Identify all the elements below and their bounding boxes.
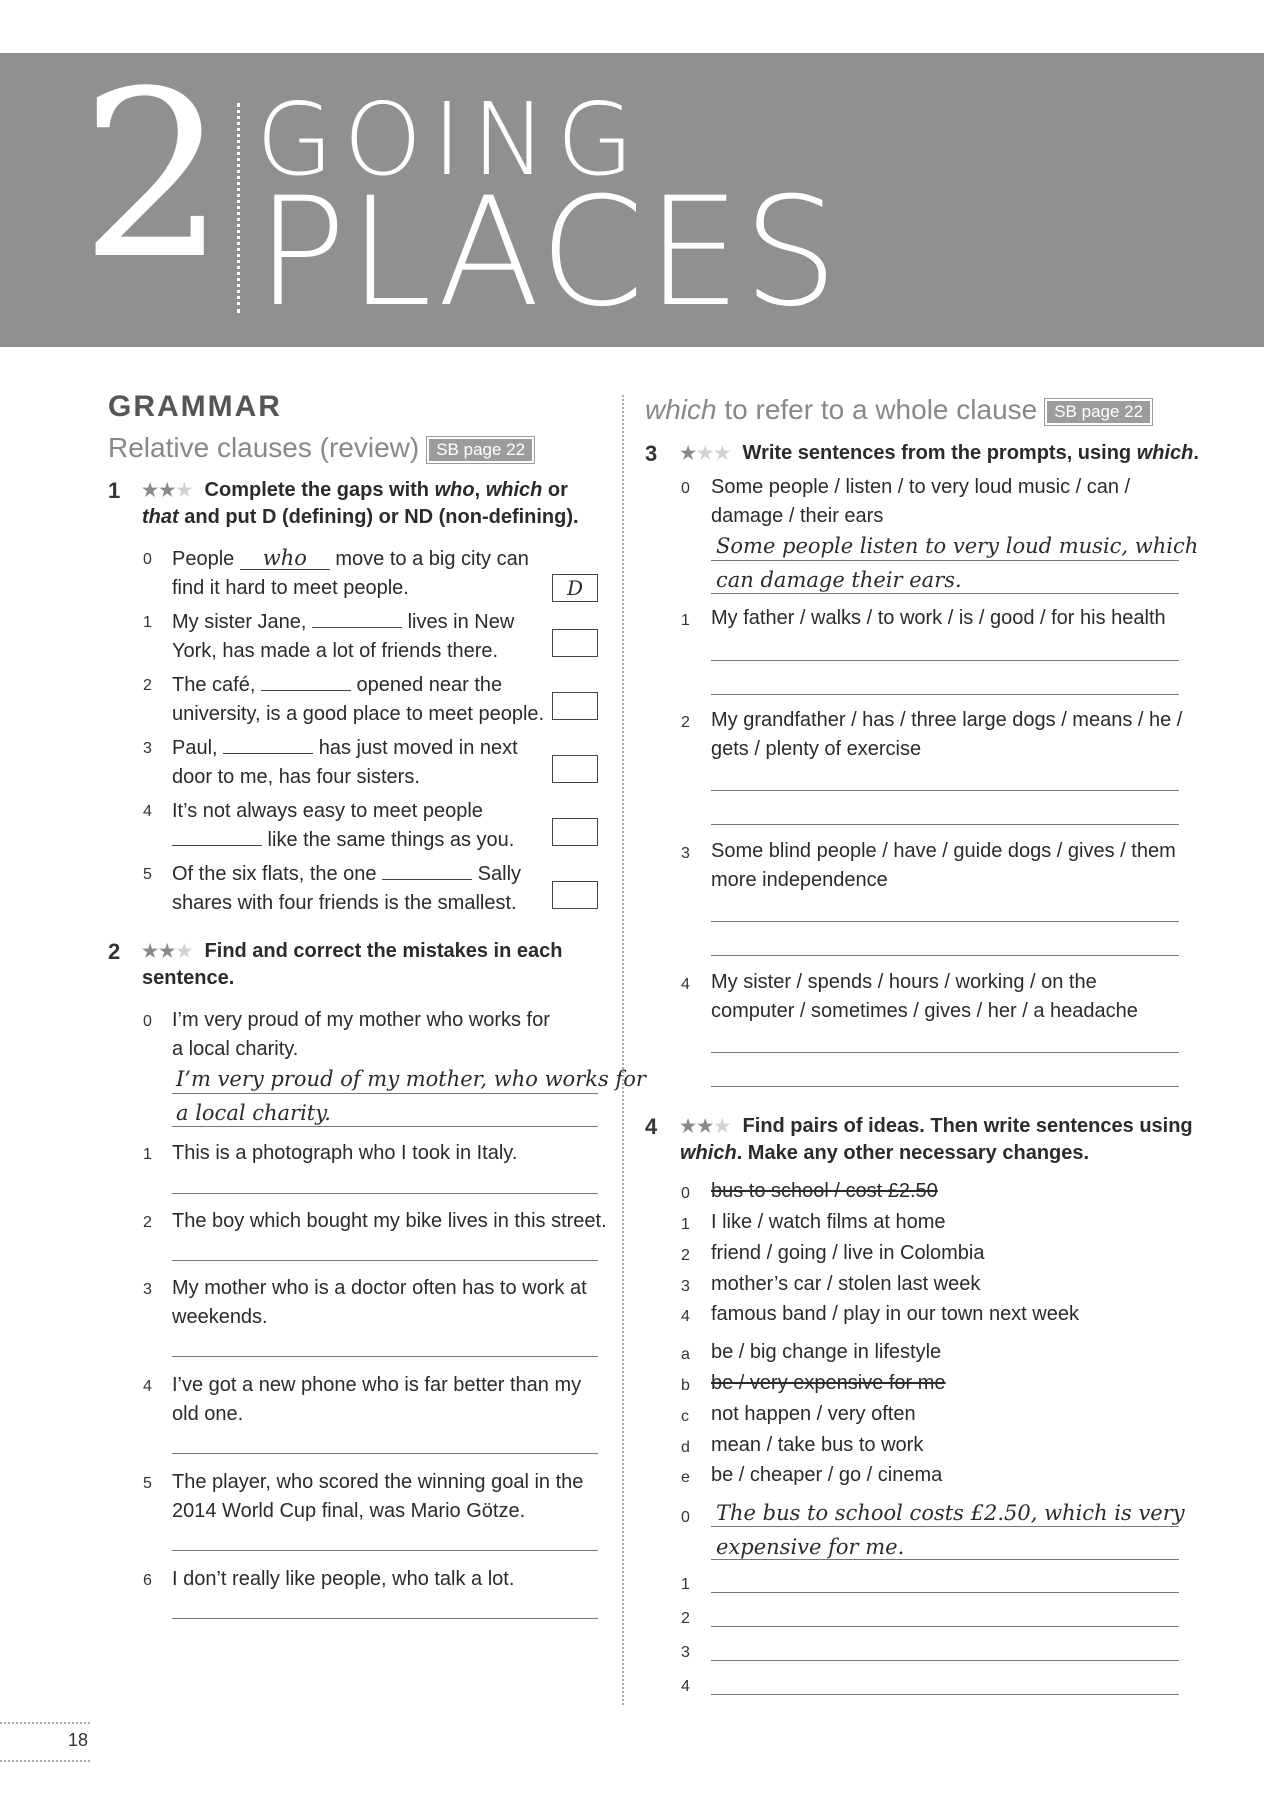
answer-line[interactable] <box>711 1626 1179 1627</box>
difficulty-stars: ★★★ <box>680 443 732 463</box>
item-text: old one. <box>172 1403 244 1425</box>
gap-answer[interactable]: who <box>240 547 330 570</box>
item-text: Sally <box>472 863 522 885</box>
item-number: 5 <box>143 1475 152 1492</box>
item-text: lives in New <box>402 611 515 633</box>
page-number-rule-top <box>0 1722 90 1724</box>
instruction-text: Find and correct the mistakes in each <box>204 940 563 962</box>
answer-line-text: I’m very proud of my mother, who works for <box>176 1067 646 1091</box>
instruction-or: or <box>542 479 568 501</box>
instruction-which: which <box>1136 442 1194 464</box>
sb-page-badge: SB page 22 <box>427 437 534 463</box>
answer-line[interactable] <box>711 1660 1179 1661</box>
item-text: It’s not always easy to meet people <box>172 800 483 822</box>
page-number-rule-bottom <box>0 1760 90 1762</box>
list-item <box>711 473 1201 531</box>
list-item: The boy which bought my bike lives in this street. <box>172 1210 607 1232</box>
item-number: 0 <box>681 480 690 497</box>
item-text: Paul, <box>172 737 224 759</box>
page-number: 18 <box>68 1730 89 1750</box>
instruction-text: Find pairs of ideas. Then write sentences using <box>742 1115 1193 1137</box>
item-text: find it hard to meet people. <box>172 577 409 599</box>
exercise-number: 1 <box>108 478 121 503</box>
subsection-title <box>108 432 534 464</box>
answer-line[interactable] <box>711 1526 1179 1527</box>
answer-line[interactable] <box>172 1260 598 1261</box>
list-item <box>172 797 552 855</box>
answer-line[interactable] <box>711 921 1179 922</box>
item-text: more independence <box>711 869 888 891</box>
gap-field[interactable] <box>223 737 313 754</box>
subsection-which: which <box>645 394 717 425</box>
item-text: university, is a good place to meet people. <box>172 703 545 725</box>
answer-line[interactable] <box>711 1086 1179 1087</box>
item-text: a local charity. <box>172 1038 299 1060</box>
answer-line[interactable] <box>172 1193 598 1194</box>
item-text: 2014 World Cup final, was Mario Götze. <box>172 1500 526 1522</box>
item-text: Some people / listen / to very loud music / can / <box>711 476 1131 498</box>
list-item: My father / walks / to work / is / good / for his health <box>711 607 1166 629</box>
instruction-text-2: . <box>1193 442 1199 464</box>
item-number: 4 <box>681 1308 690 1325</box>
answer-line[interactable] <box>172 1550 598 1551</box>
item-text: The café, <box>172 674 261 696</box>
item-number: 1 <box>143 614 152 631</box>
answer-line[interactable] <box>711 790 1179 791</box>
item-number: 3 <box>143 1281 152 1298</box>
answer-line[interactable] <box>172 1126 598 1127</box>
instruction-text: Write sentences from the prompts, using <box>742 442 1137 464</box>
gap-field[interactable] <box>261 674 351 691</box>
answer-line-text: Some people listen to very loud music, which <box>716 534 1199 558</box>
answer-box[interactable] <box>552 818 598 846</box>
answer-box[interactable] <box>552 692 598 720</box>
prompt-item: be / very expensive for me <box>711 1372 946 1394</box>
list-item <box>711 968 1201 1026</box>
subsection-text: to refer to a whole clause <box>716 394 1038 425</box>
item-text: My sister Jane, <box>172 611 313 633</box>
exercise-number: 2 <box>108 939 121 964</box>
item-letter: a <box>681 1346 690 1363</box>
item-text: Some blind people / have / guide dogs / gives / them <box>711 840 1176 862</box>
prompt-item: I like / watch films at home <box>711 1211 946 1233</box>
list-item <box>172 1274 602 1332</box>
item-number: 6 <box>143 1572 152 1589</box>
answer-line[interactable] <box>172 1356 598 1357</box>
instruction-which: which <box>485 479 543 501</box>
instruction-text-2: . Make any other necessary changes. <box>736 1142 1090 1164</box>
unit-title-line2: PLACES <box>256 166 841 340</box>
answer-box[interactable]: D <box>552 574 598 602</box>
answer-line[interactable] <box>711 824 1179 825</box>
item-letter: b <box>681 1377 690 1394</box>
answer-line[interactable] <box>711 1592 1179 1593</box>
gap-field[interactable] <box>172 829 262 846</box>
unit-title-line1: GOING <box>256 81 644 198</box>
prompt-item: friend / going / live in Colombia <box>711 1242 985 1264</box>
section-title: GRAMMAR <box>108 390 282 423</box>
item-number: 2 <box>681 1610 690 1627</box>
list-item <box>172 608 552 666</box>
list-item <box>172 671 562 729</box>
exercise-instruction <box>680 1113 1220 1167</box>
item-text: gets / plenty of exercise <box>711 738 922 760</box>
item-number: 1 <box>681 1216 690 1233</box>
instruction-that: that <box>142 506 179 528</box>
item-text: shares with four friends is the smallest. <box>172 892 517 914</box>
item-text: damage / their ears <box>711 505 884 527</box>
item-number: 0 <box>143 1013 152 1030</box>
list-item <box>172 860 552 918</box>
answer-line[interactable] <box>711 660 1179 661</box>
item-text: opened near the <box>350 674 503 696</box>
prompt-item: famous band / play in our town next week <box>711 1303 1079 1325</box>
item-number: 4 <box>143 1378 152 1395</box>
item-text: computer / sometimes / gives / her / a headache <box>711 1000 1138 1022</box>
answer-line[interactable] <box>711 560 1179 561</box>
difficulty-stars: ★★★ <box>142 941 194 961</box>
item-number: 4 <box>143 803 152 820</box>
instruction-text-2: and put D (defining) or ND (non-defining). <box>178 506 579 528</box>
difficulty-stars: ★★★ <box>142 480 194 500</box>
column-divider <box>622 395 624 1705</box>
instruction-which: which <box>680 1142 737 1164</box>
prompt-item: not happen / very often <box>711 1403 916 1425</box>
sb-page-badge: SB page 22 <box>1045 399 1152 425</box>
list-item: I don’t really like people, who talk a lot. <box>172 1568 515 1590</box>
list-item <box>711 837 1201 895</box>
instruction-comma: , <box>474 479 486 501</box>
prompt-item: bus to school / cost £2.50 <box>711 1180 938 1202</box>
answer-line[interactable] <box>711 1052 1179 1053</box>
answer-line-text: expensive for me. <box>716 1535 905 1559</box>
item-letter: d <box>681 1439 690 1456</box>
gap-field[interactable] <box>312 611 402 628</box>
answer-line-text: The bus to school costs £2.50, which is very <box>716 1501 1185 1525</box>
item-number: 3 <box>143 740 152 757</box>
item-letter: e <box>681 1469 690 1486</box>
item-text: I’m very proud of my mother who works for <box>172 1009 550 1031</box>
difficulty-stars: ★★★ <box>680 1116 732 1136</box>
item-number: 4 <box>681 976 690 993</box>
list-item <box>172 1468 602 1526</box>
answer-line-text: a local charity. <box>176 1101 331 1125</box>
answer-box[interactable] <box>552 881 598 909</box>
item-number: 2 <box>143 677 152 694</box>
item-text: The player, who scored the winning goal in the <box>172 1471 584 1493</box>
list-item <box>172 545 552 603</box>
item-number: 2 <box>681 714 690 731</box>
exercise-instruction <box>142 938 602 992</box>
answer-line[interactable] <box>172 1618 598 1619</box>
prompt-item: be / cheaper / go / cinema <box>711 1464 943 1486</box>
item-text: move to a big city can <box>329 548 529 570</box>
list-item <box>172 1006 602 1064</box>
exercise-number: 3 <box>645 441 658 466</box>
instruction-text: Complete the gaps with <box>204 479 435 501</box>
prompt-item: mother’s car / stolen last week <box>711 1273 981 1295</box>
item-text: York, has made a lot of friends there. <box>172 640 499 662</box>
item-number: 1 <box>681 612 690 629</box>
item-number: 2 <box>681 1247 690 1264</box>
item-number: 0 <box>143 551 152 568</box>
item-letter: c <box>681 1408 689 1425</box>
answer-line[interactable] <box>172 1093 598 1094</box>
item-number: 3 <box>681 1278 690 1295</box>
item-text: has just moved in next <box>313 737 518 759</box>
answer-box[interactable] <box>552 629 598 657</box>
item-number: 5 <box>143 866 152 883</box>
item-text: People <box>172 548 240 570</box>
list-item: This is a photograph who I took in Italy. <box>172 1142 518 1164</box>
instruction-who: who <box>434 479 475 501</box>
item-number: 1 <box>143 1146 152 1163</box>
item-number: 3 <box>681 1644 690 1661</box>
item-text: like the same things as you. <box>262 829 515 851</box>
item-text: Of the six flats, the one <box>172 863 383 885</box>
exercise-number: 4 <box>645 1114 658 1139</box>
answer-line[interactable] <box>711 1694 1179 1695</box>
exercise-instruction <box>680 440 1220 467</box>
item-text: My sister / spends / hours / working / on the <box>711 971 1097 993</box>
item-text: weekends. <box>172 1306 268 1328</box>
subsection-text: Relative clauses (review) <box>108 432 420 463</box>
unit-number: 2 <box>80 43 227 310</box>
item-text: My grandfather / has / three large dogs / means / he / <box>711 709 1183 731</box>
list-item <box>711 706 1201 764</box>
subsection-title <box>645 394 1152 426</box>
item-number: 0 <box>681 1509 690 1526</box>
item-number: 0 <box>681 1185 690 1202</box>
instruction-text-2: sentence. <box>142 967 235 989</box>
answer-box[interactable] <box>552 755 598 783</box>
item-text: My mother who is a doctor often has to work at <box>172 1277 587 1299</box>
item-number: 4 <box>681 1678 690 1695</box>
item-text: door to me, has four sisters. <box>172 766 420 788</box>
answer-line[interactable] <box>172 1453 598 1454</box>
answer-line[interactable] <box>711 694 1179 695</box>
exercise-instruction <box>142 477 602 531</box>
item-number: 2 <box>143 1214 152 1231</box>
answer-line[interactable] <box>711 955 1179 956</box>
answer-line[interactable] <box>711 593 1179 594</box>
prompt-item: be / big change in lifestyle <box>711 1341 942 1363</box>
answer-line-text: can damage their ears. <box>716 568 962 592</box>
prompt-item: mean / take bus to work <box>711 1434 924 1456</box>
unit-title-divider <box>237 103 240 313</box>
item-number: 3 <box>681 845 690 862</box>
item-text: I’ve got a new phone who is far better than my <box>172 1374 582 1396</box>
gap-field[interactable] <box>382 863 472 880</box>
item-number: 1 <box>681 1576 690 1593</box>
answer-line[interactable] <box>711 1559 1179 1560</box>
list-item <box>172 734 552 792</box>
list-item <box>172 1371 602 1429</box>
